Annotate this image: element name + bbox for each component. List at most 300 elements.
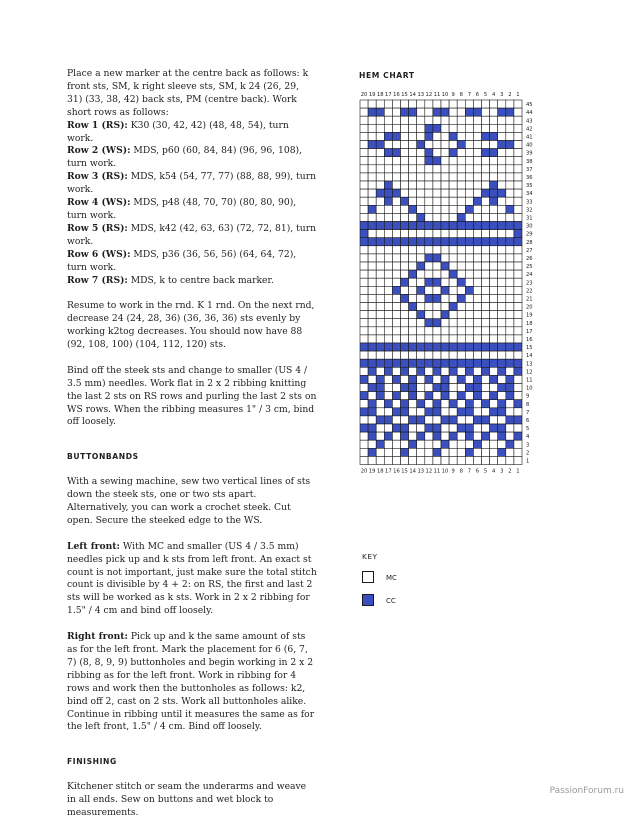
chart-cell-cc <box>482 416 490 424</box>
short-row-label: Row 3 (RS): <box>67 171 128 183</box>
chart-cell-mc <box>482 351 490 359</box>
chart-col-label-top: 20 <box>360 92 368 98</box>
chart-cell-mc <box>441 100 449 108</box>
chart-cell-cc <box>449 359 457 367</box>
chart-cell-mc <box>514 157 522 165</box>
chart-cell-mc <box>441 189 449 197</box>
chart-cell-cc <box>490 375 498 383</box>
chart-cell-mc <box>425 311 433 319</box>
chart-cell-mc <box>490 311 498 319</box>
chart-cell-mc <box>457 303 465 311</box>
chart-cell-mc <box>376 173 384 181</box>
chart-cell-cc <box>425 157 433 165</box>
short-row-label: Row 4 (WS): <box>67 197 131 209</box>
chart-cell-cc <box>457 238 465 246</box>
chart-cell-mc <box>498 456 506 464</box>
chart-cell-mc <box>368 213 376 221</box>
chart-cell-mc <box>482 448 490 456</box>
chart-cell-mc <box>449 181 457 189</box>
chart-cell-mc <box>449 246 457 254</box>
chart-cell-cc <box>360 392 368 400</box>
chart-cell-cc <box>473 416 481 424</box>
chart-cell-cc <box>441 343 449 351</box>
chart-cell-mc <box>392 440 400 448</box>
chart-cell-cc <box>392 132 400 140</box>
chart-cell-mc <box>376 400 384 408</box>
chart-cell-mc <box>441 270 449 278</box>
chart-cell-mc <box>376 124 384 132</box>
chart-cell-mc <box>457 440 465 448</box>
chart-cell-cc <box>457 424 465 432</box>
chart-cell-cc <box>514 432 522 440</box>
short-row-text: MDS, k54 (54, 77, 77) (88, 88, 99), turn work. <box>67 171 317 196</box>
chart-cell-mc <box>409 189 417 197</box>
chart-cell-mc <box>441 432 449 440</box>
chart-cell-cc <box>514 222 522 230</box>
chart-cell-mc <box>433 100 441 108</box>
chart-cell-mc <box>433 351 441 359</box>
chart-cell-cc <box>465 286 473 294</box>
chart-cell-mc <box>392 116 400 124</box>
chart-cell-mc <box>465 173 473 181</box>
chart-cell-cc <box>409 440 417 448</box>
short-row-label: Row 2 (WS): <box>67 145 131 157</box>
chart-cell-mc <box>449 100 457 108</box>
chart-cell-cc <box>417 359 425 367</box>
chart-col-label-bottom: 12 <box>425 468 433 475</box>
chart-cell-mc <box>441 400 449 408</box>
chart-cell-mc <box>417 230 425 238</box>
watermark: PassionForum.ru <box>549 786 624 796</box>
buttonbands-intro: With a sewing machine, sew two vertical lines of sts down the steek sts, one or two sts apart. Alternatively, you can work a crochet steek. Cut open. Secure the steeked edge to the WS. <box>67 476 311 526</box>
chart-cell-mc <box>473 278 481 286</box>
chart-cell-mc <box>490 213 498 221</box>
chart-cell-mc <box>441 116 449 124</box>
chart-cell-cc <box>384 432 392 440</box>
chart-cell-mc <box>401 141 409 149</box>
chart-cell-mc <box>360 132 368 140</box>
chart-cell-mc <box>441 157 449 165</box>
chart-cell-cc <box>433 384 441 392</box>
chart-cell-mc <box>441 408 449 416</box>
chart-cell-cc <box>441 108 449 116</box>
chart-cell-mc <box>457 108 465 116</box>
chart-cell-cc <box>457 359 465 367</box>
chart-row-label: 36 <box>526 175 533 181</box>
right-front-label: Right front: <box>67 631 128 643</box>
chart-cell-mc <box>360 278 368 286</box>
chart-cell-mc <box>457 327 465 335</box>
chart-cell-mc <box>441 205 449 213</box>
chart-cell-mc <box>425 335 433 343</box>
chart-col-label-bottom: 8 <box>459 468 463 475</box>
chart-cell-mc <box>457 189 465 197</box>
chart-cell-cc <box>433 222 441 230</box>
chart-cell-mc <box>506 456 514 464</box>
chart-cell-mc <box>392 197 400 205</box>
chart-cell-mc <box>409 432 417 440</box>
chart-cell-mc <box>376 319 384 327</box>
chart-cell-mc <box>473 213 481 221</box>
chart-cell-mc <box>401 100 409 108</box>
chart-cell-mc <box>360 181 368 189</box>
chart-cell-mc <box>498 375 506 383</box>
chart-cell-cc <box>368 424 376 432</box>
chart-cell-cc <box>376 416 384 424</box>
chart-cell-mc <box>360 141 368 149</box>
chart-cell-cc <box>441 375 449 383</box>
chart-row-label: 45 <box>526 102 533 109</box>
chart-row-label: 31 <box>526 215 533 222</box>
chart-cell-mc <box>514 375 522 383</box>
chart-cell-mc <box>376 311 384 319</box>
chart-cell-mc <box>441 424 449 432</box>
chart-cell-mc <box>441 367 449 375</box>
chart-cell-mc <box>360 294 368 302</box>
chart-cell-cc <box>506 440 514 448</box>
chart-cell-mc <box>473 456 481 464</box>
chart-cell-cc <box>433 294 441 302</box>
chart-cell-mc <box>409 230 417 238</box>
chart-col-label-bottom: 17 <box>385 468 392 475</box>
chart-cell-mc <box>498 100 506 108</box>
chart-cell-cc <box>473 238 481 246</box>
chart-cell-mc <box>360 205 368 213</box>
chart-cell-mc <box>409 254 417 262</box>
chart-cell-cc <box>441 262 449 270</box>
pattern-instructions <box>67 68 317 833</box>
chart-cell-mc <box>514 165 522 173</box>
chart-col-label-top: 14 <box>409 92 416 98</box>
chart-cell-mc <box>417 173 425 181</box>
chart-cell-mc <box>441 230 449 238</box>
chart-cell-mc <box>506 181 514 189</box>
chart-cell-cc <box>457 222 465 230</box>
chart-cell-cc <box>376 343 384 351</box>
short-row-label: Row 6 (WS): <box>67 248 131 260</box>
chart-cell-mc <box>514 116 522 124</box>
chart-cell-cc <box>457 294 465 302</box>
chart-cell-mc <box>409 197 417 205</box>
chart-col-label-top: 1 <box>516 92 520 98</box>
chart-row-label: 32 <box>526 207 533 214</box>
chart-cell-mc <box>417 124 425 132</box>
chart-cell-mc <box>409 456 417 464</box>
chart-cell-mc <box>465 392 473 400</box>
chart-cell-mc <box>433 440 441 448</box>
chart-cell-mc <box>498 124 506 132</box>
chart-cell-mc <box>465 116 473 124</box>
chart-cell-cc <box>384 149 392 157</box>
chart-cell-mc <box>409 424 417 432</box>
chart-cell-mc <box>376 246 384 254</box>
chart-cell-mc <box>482 262 490 270</box>
chart-col-label-top: 8 <box>459 92 463 98</box>
chart-cell-mc <box>360 448 368 456</box>
chart-row-label: 1 <box>526 458 530 465</box>
chart-cell-cc <box>425 343 433 351</box>
right-front-paragraph <box>67 631 317 734</box>
chart-cell-mc <box>401 262 409 270</box>
chart-row-label: 26 <box>526 256 533 262</box>
chart-cell-mc <box>482 335 490 343</box>
chart-cell-mc <box>417 303 425 311</box>
chart-cell-mc <box>368 303 376 311</box>
chart-cell-mc <box>401 456 409 464</box>
chart-cell-cc <box>482 222 490 230</box>
short-row-text: MDS, k42 (42, 63, 63) (72, 72, 81), turn work. <box>67 222 317 247</box>
chart-cell-mc <box>392 124 400 132</box>
chart-cell-cc <box>425 294 433 302</box>
chart-cell-mc <box>376 100 384 108</box>
chart-cell-mc <box>490 165 498 173</box>
chart-cell-mc <box>417 149 425 157</box>
chart-cell-mc <box>392 246 400 254</box>
chart-cell-mc <box>392 303 400 311</box>
chart-cell-mc <box>409 351 417 359</box>
chart-cell-mc <box>360 351 368 359</box>
chart-cell-mc <box>376 254 384 262</box>
chart-cell-mc <box>425 367 433 375</box>
key-title: KEY <box>362 552 378 561</box>
chart-cell-cc <box>401 278 409 286</box>
chart-cell-mc <box>514 108 522 116</box>
chart-cell-cc <box>490 222 498 230</box>
chart-cell-mc <box>498 440 506 448</box>
chart-cell-mc <box>392 335 400 343</box>
chart-cell-mc <box>457 416 465 424</box>
chart-cell-mc <box>409 319 417 327</box>
chart-cell-mc <box>490 278 498 286</box>
chart-cell-mc <box>514 384 522 392</box>
chart-cell-cc <box>409 392 417 400</box>
short-row-text: MDS, p48 (48, 70, 70) (80, 80, 90), turn work. <box>67 197 297 221</box>
chart-cell-cc <box>506 343 514 351</box>
chart-cell-mc <box>433 286 441 294</box>
chart-cell-mc <box>368 262 376 270</box>
chart-cell-cc <box>490 359 498 367</box>
chart-col-label-top: 11 <box>433 92 441 98</box>
chart-cell-cc <box>425 375 433 383</box>
chart-cell-cc <box>401 197 409 205</box>
chart-cell-mc <box>498 205 506 213</box>
chart-cell-mc <box>449 327 457 335</box>
chart-cell-cc <box>433 359 441 367</box>
chart-cell-mc <box>392 181 400 189</box>
chart-cell-mc <box>409 149 417 157</box>
chart-cell-mc <box>498 416 506 424</box>
chart-cell-mc <box>360 116 368 124</box>
chart-cell-mc <box>506 100 514 108</box>
chart-cell-mc <box>457 181 465 189</box>
chart-cell-mc <box>360 335 368 343</box>
chart-cell-cc <box>384 400 392 408</box>
chart-cell-mc <box>498 116 506 124</box>
chart-cell-cc <box>441 222 449 230</box>
chart-cell-mc <box>425 270 433 278</box>
chart-cell-mc <box>401 416 409 424</box>
chart-cell-cc <box>384 197 392 205</box>
chart-cell-mc <box>449 165 457 173</box>
chart-cell-mc <box>360 173 368 181</box>
chart-cell-cc <box>457 408 465 416</box>
chart-cell-mc <box>368 286 376 294</box>
chart-cell-cc <box>473 222 481 230</box>
chart-cell-cc <box>401 294 409 302</box>
chart-cell-mc <box>360 108 368 116</box>
chart-cell-mc <box>449 254 457 262</box>
chart-cell-mc <box>473 367 481 375</box>
chart-cell-cc <box>465 238 473 246</box>
chart-cell-cc <box>433 278 441 286</box>
chart-col-label-bottom: 16 <box>393 468 400 475</box>
chart-cell-mc <box>401 327 409 335</box>
chart-cell-mc <box>482 270 490 278</box>
chart-cell-mc <box>384 108 392 116</box>
chart-cell-mc <box>417 384 425 392</box>
chart-cell-mc <box>457 116 465 124</box>
chart-cell-cc <box>498 359 506 367</box>
chart-cell-mc <box>425 246 433 254</box>
chart-cell-mc <box>401 286 409 294</box>
chart-cell-mc <box>401 230 409 238</box>
chart-cell-mc <box>401 132 409 140</box>
chart-cell-mc <box>433 173 441 181</box>
chart-cell-cc <box>465 408 473 416</box>
chart-cell-mc <box>384 286 392 294</box>
chart-cell-mc <box>433 270 441 278</box>
chart-cell-mc <box>457 400 465 408</box>
chart-cell-cc <box>409 238 417 246</box>
chart-cell-mc <box>360 124 368 132</box>
chart-cell-cc <box>425 132 433 140</box>
chart-cell-mc <box>457 149 465 157</box>
chart-cell-mc <box>417 448 425 456</box>
chart-cell-mc <box>514 311 522 319</box>
chart-cell-cc <box>409 375 417 383</box>
chart-cell-cc <box>482 400 490 408</box>
chart-cell-mc <box>417 254 425 262</box>
chart-cell-mc <box>490 432 498 440</box>
chart-cell-cc <box>457 213 465 221</box>
chart-cell-mc <box>506 319 514 327</box>
chart-cell-mc <box>449 213 457 221</box>
chart-cell-mc <box>490 230 498 238</box>
chart-cell-mc <box>457 286 465 294</box>
chart-cell-mc <box>441 197 449 205</box>
chart-cell-mc <box>465 124 473 132</box>
chart-cell-mc <box>368 375 376 383</box>
chart-cell-mc <box>482 319 490 327</box>
chart-cell-mc <box>392 108 400 116</box>
chart-cell-mc <box>506 303 514 311</box>
chart-cell-mc <box>425 230 433 238</box>
chart-cell-mc <box>360 384 368 392</box>
chart-cell-mc <box>482 327 490 335</box>
chart-cell-mc <box>368 189 376 197</box>
chart-cell-cc <box>392 392 400 400</box>
chart-cell-cc <box>441 384 449 392</box>
chart-cell-mc <box>401 124 409 132</box>
chart-cell-mc <box>409 246 417 254</box>
chart-cell-cc <box>368 384 376 392</box>
chart-cell-mc <box>473 400 481 408</box>
chart-cell-mc <box>449 351 457 359</box>
chart-cell-cc <box>376 141 384 149</box>
chart-cell-cc <box>506 205 514 213</box>
chart-cell-cc <box>490 343 498 351</box>
short-row-line <box>67 223 317 249</box>
chart-cell-mc <box>473 165 481 173</box>
chart-cell-cc <box>384 238 392 246</box>
chart-cell-mc <box>417 424 425 432</box>
chart-cell-mc <box>498 181 506 189</box>
chart-cell-mc <box>433 327 441 335</box>
chart-cell-mc <box>473 173 481 181</box>
chart-cell-mc <box>368 149 376 157</box>
chart-row-label: 14 <box>526 353 533 360</box>
chart-cell-mc <box>368 327 376 335</box>
chart-cell-mc <box>360 400 368 408</box>
chart-cell-cc <box>465 384 473 392</box>
chart-cell-cc <box>506 416 514 424</box>
chart-cell-cc <box>433 238 441 246</box>
chart-cell-mc <box>449 157 457 165</box>
chart-cell-cc <box>425 408 433 416</box>
chart-cell-cc <box>409 108 417 116</box>
chart-cell-cc <box>368 448 376 456</box>
chart-cell-mc <box>514 319 522 327</box>
chart-cell-mc <box>490 262 498 270</box>
chart-cell-mc <box>401 311 409 319</box>
chart-col-label-bottom: 13 <box>417 468 425 475</box>
chart-cell-mc <box>449 197 457 205</box>
chart-cell-mc <box>449 448 457 456</box>
chart-cell-mc <box>417 294 425 302</box>
chart-cell-cc <box>449 343 457 351</box>
chart-cell-cc <box>498 238 506 246</box>
chart-cell-mc <box>441 319 449 327</box>
chart-cell-mc <box>473 100 481 108</box>
chart-cell-cc <box>482 189 490 197</box>
chart-cell-mc <box>473 408 481 416</box>
chart-cell-mc <box>514 278 522 286</box>
chart-cell-mc <box>433 213 441 221</box>
chart-row-label: 41 <box>526 134 533 141</box>
chart-cell-mc <box>376 213 384 221</box>
chart-cell-mc <box>506 132 514 140</box>
chart-cell-cc <box>425 222 433 230</box>
chart-row-label: 33 <box>526 199 533 206</box>
chart-cell-mc <box>498 311 506 319</box>
chart-cell-mc <box>376 165 384 173</box>
chart-cell-mc <box>409 367 417 375</box>
chart-col-label-top: 17 <box>385 92 392 98</box>
chart-cell-mc <box>368 456 376 464</box>
chart-cell-mc <box>449 384 457 392</box>
chart-cell-mc <box>360 157 368 165</box>
chart-cell-mc <box>457 384 465 392</box>
chart-cell-mc <box>473 124 481 132</box>
chart-cell-mc <box>392 294 400 302</box>
chart-cell-mc <box>433 262 441 270</box>
chart-cell-mc <box>498 392 506 400</box>
chart-cell-cc <box>392 189 400 197</box>
chart-cell-mc <box>409 165 417 173</box>
chart-cell-mc <box>498 213 506 221</box>
chart-cell-mc <box>457 456 465 464</box>
chart-cell-cc <box>473 359 481 367</box>
